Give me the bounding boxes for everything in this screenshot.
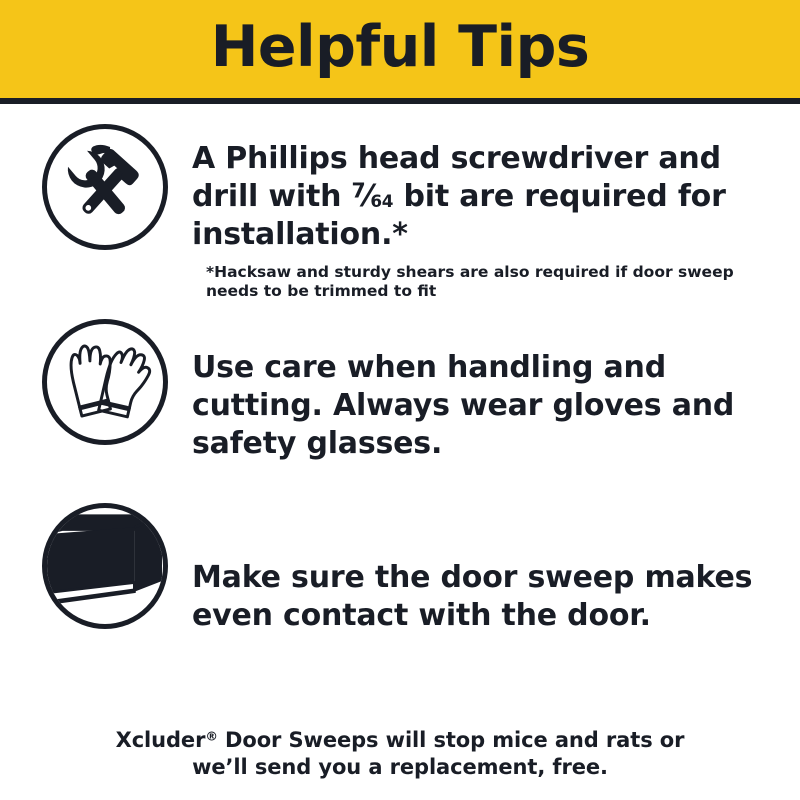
tip-icon-container — [40, 493, 170, 629]
tip-text-container — [170, 493, 774, 635]
safety-gloves-icon — [42, 319, 168, 445]
tip-text — [192, 140, 774, 253]
tip-icon-container — [40, 118, 170, 250]
fraction-denominator: 64 — [370, 190, 394, 211]
footer-line-2: we’ll send you a replacement, free. — [192, 755, 608, 780]
tip-icon-container — [40, 313, 170, 445]
tip-text-part-1: A Phillips head screwdriver and drill with — [192, 141, 721, 214]
list-item — [0, 118, 800, 313]
list-item — [0, 313, 800, 493]
wrench-hammer-icon — [42, 124, 168, 250]
registered-mark: ® — [205, 728, 218, 744]
tip-text-part-2: bit are required for installation.* — [192, 178, 726, 252]
door-sweep-icon — [42, 503, 168, 629]
footer-line-1: Door Sweeps will stop mice and rats or — [217, 727, 685, 752]
tip-text: Make sure the door sweep makes even contact with the door. — [192, 560, 753, 633]
header-band — [0, 0, 800, 98]
tip-text-container — [170, 313, 774, 462]
tip-text-container — [170, 118, 774, 301]
brand-name: Xcluder — [115, 727, 206, 752]
footer-guarantee — [0, 727, 800, 782]
header-divider — [0, 98, 800, 104]
drill-bit-fraction: $^7⁄_{64}$ — [351, 178, 394, 214]
tip-footnote: *Hacksaw and sturdy shears are also required if door sweep needs to be trimmed to fit — [206, 263, 734, 301]
page-title: Helpful Tips — [210, 13, 590, 80]
tip-text: Use care when handling and cutting. Always wear gloves and safety glasses. — [192, 350, 735, 461]
list-item — [0, 493, 800, 683]
tips-list — [0, 118, 800, 683]
fraction-numerator: 7 — [351, 178, 366, 203]
